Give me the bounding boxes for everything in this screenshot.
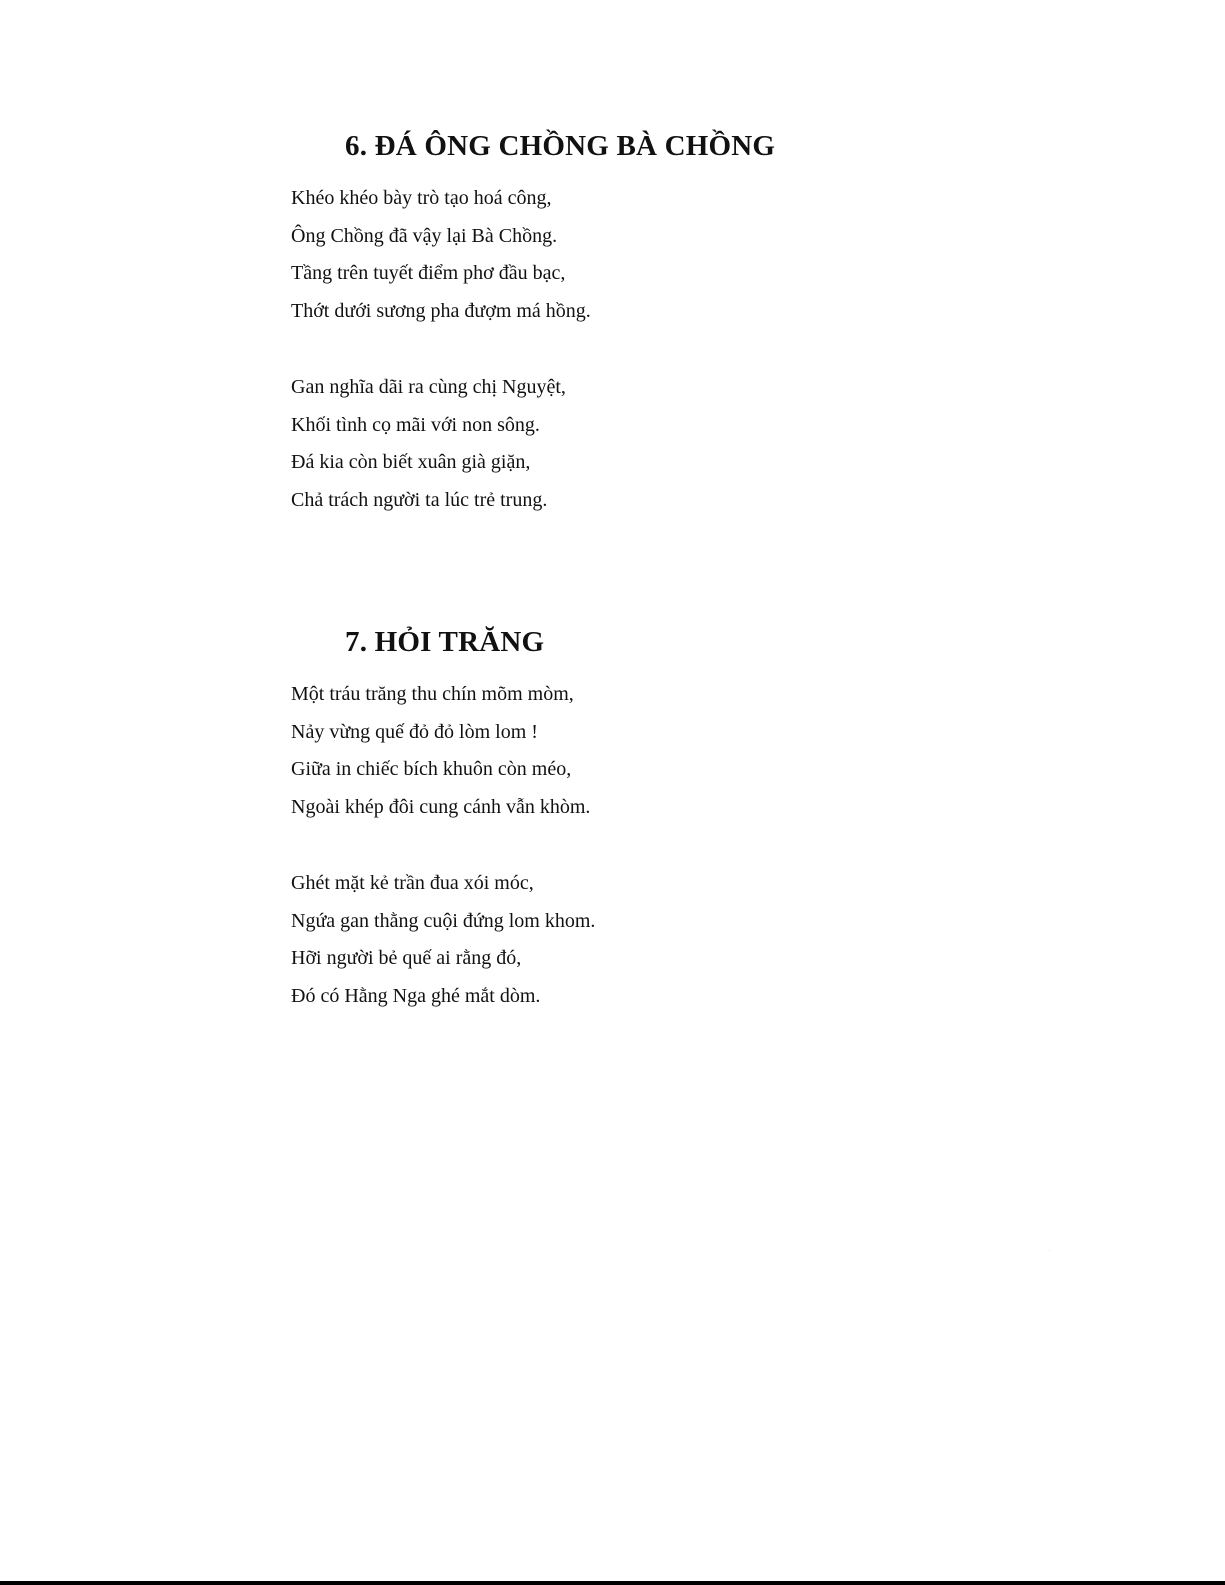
page-bottom-edge — [0, 1581, 1225, 1585]
poem-6 — [291, 126, 991, 520]
poem-title: 6. ĐÁ ÔNG CHỒNG BÀ CHỒNG — [345, 130, 776, 162]
poem-line: Nảy vừng quế đỏ đỏ lòm lom ! — [291, 720, 538, 743]
poem-title: 7. HỎI TRĂNG — [345, 626, 545, 658]
poem-line: Một tráu trăng thu chín mõm mòm, — [291, 683, 574, 705]
poem-line: Đá kia còn biết xuân già giặn, — [291, 451, 531, 474]
poem-line: Ngứa gan thằng cuội đứng lom khom. — [291, 909, 596, 932]
poem-line: Ông Chồng đã vậy lại Bà Chồng. — [291, 224, 558, 247]
poem-line: Khéo khéo bày trò tạo hoá công, — [291, 187, 552, 209]
poem-line: Giữa in chiếc bích khuôn còn méo, — [291, 758, 572, 781]
poem-line: Ghét mặt kẻ trần đua xói móc, — [291, 871, 534, 894]
poem-line: Khối tình cọ mãi với non sông. — [291, 413, 540, 436]
stanza — [291, 369, 991, 520]
scan-speck — [1049, 1250, 1050, 1251]
poem-line: Ngoài khép đôi cung cánh vẫn khòm. — [291, 796, 591, 819]
poem-line: Hỡi người bẻ quế ai rằng đó, — [291, 947, 522, 970]
poem-7 — [291, 622, 991, 1016]
poem-line: Thớt dưới sương pha đượm má hồng. — [291, 300, 591, 323]
poem-line: Chả trách người ta lúc trẻ trung. — [291, 488, 548, 511]
poem-line: Tầng trên tuyết điểm phơ đầu bạc, — [291, 262, 566, 285]
stanza — [291, 676, 991, 827]
stanza — [291, 180, 991, 331]
poem-line: Đó có Hằng Nga ghé mắt dòm. — [291, 984, 541, 1007]
poem-line: Gan nghĩa dãi ra cùng chị Nguyệt, — [291, 375, 566, 398]
stanza — [291, 865, 991, 1016]
